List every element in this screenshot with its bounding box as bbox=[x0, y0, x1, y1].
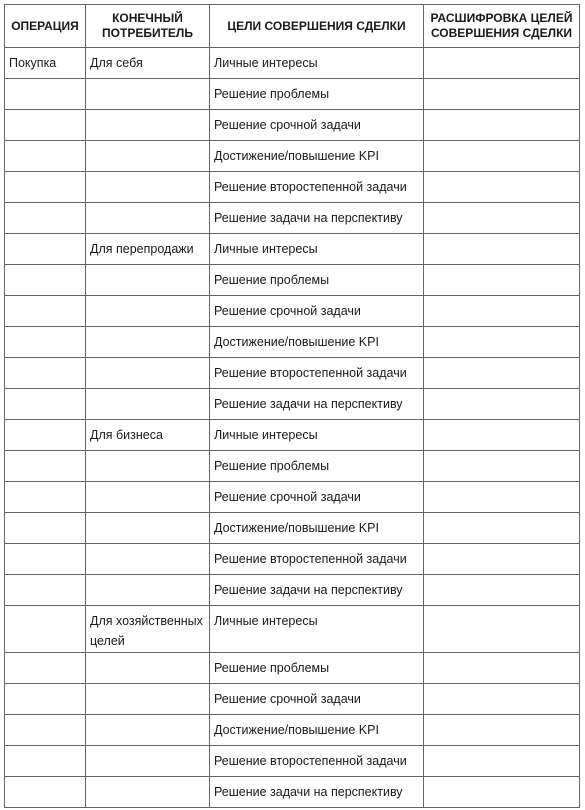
end-consumer-cell bbox=[86, 451, 210, 482]
end-consumer-cell bbox=[86, 358, 210, 389]
deal-goal-cell: Достижение/повышение KPI bbox=[210, 141, 424, 172]
goal-explanation-cell bbox=[424, 746, 580, 777]
end-consumer-cell: Для перепродажи bbox=[86, 234, 210, 265]
operation-cell bbox=[5, 684, 86, 715]
operation-cell bbox=[5, 141, 86, 172]
operation-cell bbox=[5, 172, 86, 203]
operation-cell bbox=[5, 265, 86, 296]
table-row bbox=[5, 265, 580, 296]
deal-goal-cell: Решение задачи на перспективу bbox=[210, 777, 424, 808]
end-consumer-cell bbox=[86, 141, 210, 172]
deal-goal-cell: Решение срочной задачи bbox=[210, 482, 424, 513]
goal-explanation-cell bbox=[424, 203, 580, 234]
goal-explanation-cell bbox=[424, 234, 580, 265]
deal-goal-cell: Достижение/повышение KPI bbox=[210, 513, 424, 544]
deal-goal-cell: Личные интересы bbox=[210, 606, 424, 653]
deal-goal-cell: Достижение/повышение KPI bbox=[210, 715, 424, 746]
deal-goal-cell: Решение второстепенной задачи bbox=[210, 544, 424, 575]
table-row bbox=[5, 203, 580, 234]
goal-explanation-cell bbox=[424, 389, 580, 420]
operation-cell bbox=[5, 575, 86, 606]
header-goals-explanation: РАСШИФРОВКА ЦЕЛЕЙ СОВЕРШЕНИЯ СДЕЛКИ bbox=[424, 5, 580, 48]
end-consumer-cell bbox=[86, 715, 210, 746]
table-row bbox=[5, 451, 580, 482]
deal-goal-cell: Личные интересы bbox=[210, 420, 424, 451]
table-body bbox=[5, 48, 580, 808]
deal-goal-cell: Решение проблемы bbox=[210, 451, 424, 482]
end-consumer-cell bbox=[86, 684, 210, 715]
goal-explanation-cell bbox=[424, 79, 580, 110]
end-consumer-cell: Для себя bbox=[86, 48, 210, 79]
header-deal-goals: ЦЕЛИ СОВЕРШЕНИЯ СДЕЛКИ bbox=[210, 5, 424, 48]
deal-goal-cell: Решение второстепенной задачи bbox=[210, 172, 424, 203]
deal-goal-cell: Решение проблемы bbox=[210, 265, 424, 296]
goal-explanation-cell bbox=[424, 420, 580, 451]
table-row bbox=[5, 234, 580, 265]
deal-goals-table bbox=[4, 4, 580, 808]
table-row bbox=[5, 420, 580, 451]
table-row bbox=[5, 79, 580, 110]
goal-explanation-cell bbox=[424, 172, 580, 203]
end-consumer-cell bbox=[86, 172, 210, 203]
table-row bbox=[5, 606, 580, 653]
end-consumer-cell bbox=[86, 203, 210, 234]
end-consumer-cell bbox=[86, 544, 210, 575]
operation-cell bbox=[5, 746, 86, 777]
goal-explanation-cell bbox=[424, 482, 580, 513]
goal-explanation-cell bbox=[424, 684, 580, 715]
end-consumer-cell bbox=[86, 296, 210, 327]
operation-cell bbox=[5, 544, 86, 575]
deal-goal-cell: Решение второстепенной задачи bbox=[210, 358, 424, 389]
table-row bbox=[5, 544, 580, 575]
operation-cell bbox=[5, 513, 86, 544]
end-consumer-cell bbox=[86, 265, 210, 296]
goal-explanation-cell bbox=[424, 110, 580, 141]
table-row bbox=[5, 172, 580, 203]
deal-goal-cell: Решение проблемы bbox=[210, 79, 424, 110]
operation-cell bbox=[5, 389, 86, 420]
deal-goal-cell: Решение задачи на перспективу bbox=[210, 203, 424, 234]
end-consumer-cell bbox=[86, 513, 210, 544]
operation-cell bbox=[5, 482, 86, 513]
goal-explanation-cell bbox=[424, 296, 580, 327]
table-row bbox=[5, 389, 580, 420]
goal-explanation-cell bbox=[424, 575, 580, 606]
end-consumer-cell bbox=[86, 575, 210, 606]
deal-goal-cell: Решение проблемы bbox=[210, 653, 424, 684]
deal-goal-cell: Решение срочной задачи bbox=[210, 296, 424, 327]
operation-cell bbox=[5, 606, 86, 653]
header-end-consumer: КОНЕЧНЫЙ ПОТРЕБИТЕЛЬ bbox=[86, 5, 210, 48]
goal-explanation-cell bbox=[424, 265, 580, 296]
table-row bbox=[5, 482, 580, 513]
end-consumer-cell bbox=[86, 746, 210, 777]
end-consumer-cell bbox=[86, 482, 210, 513]
table-row bbox=[5, 327, 580, 358]
goal-explanation-cell bbox=[424, 358, 580, 389]
goal-explanation-cell bbox=[424, 777, 580, 808]
header-row bbox=[5, 5, 580, 48]
operation-cell bbox=[5, 451, 86, 482]
goal-explanation-cell bbox=[424, 715, 580, 746]
table-row bbox=[5, 777, 580, 808]
operation-cell bbox=[5, 234, 86, 265]
operation-cell bbox=[5, 327, 86, 358]
table-row bbox=[5, 296, 580, 327]
operation-cell bbox=[5, 358, 86, 389]
deal-goal-cell: Решение задачи на перспективу bbox=[210, 575, 424, 606]
operation-cell bbox=[5, 715, 86, 746]
operation-cell bbox=[5, 110, 86, 141]
goal-explanation-cell bbox=[424, 606, 580, 653]
operation-cell bbox=[5, 420, 86, 451]
deal-goal-cell: Решение срочной задачи bbox=[210, 110, 424, 141]
table-row bbox=[5, 653, 580, 684]
table-row bbox=[5, 715, 580, 746]
header-operation: ОПЕРАЦИЯ bbox=[5, 5, 86, 48]
deal-goal-cell: Решение второстепенной задачи bbox=[210, 746, 424, 777]
end-consumer-cell bbox=[86, 79, 210, 110]
table-row bbox=[5, 746, 580, 777]
deal-goal-cell: Решение задачи на перспективу bbox=[210, 389, 424, 420]
end-consumer-cell: Для бизнеса bbox=[86, 420, 210, 451]
deal-goal-cell: Достижение/повышение KPI bbox=[210, 327, 424, 358]
end-consumer-cell bbox=[86, 327, 210, 358]
operation-cell bbox=[5, 777, 86, 808]
end-consumer-cell: Для хозяйственных целей bbox=[86, 606, 210, 653]
table-header bbox=[5, 5, 580, 48]
goal-explanation-cell bbox=[424, 653, 580, 684]
table-row bbox=[5, 110, 580, 141]
operation-cell bbox=[5, 203, 86, 234]
goal-explanation-cell bbox=[424, 544, 580, 575]
table-row bbox=[5, 575, 580, 606]
end-consumer-cell bbox=[86, 777, 210, 808]
goal-explanation-cell bbox=[424, 327, 580, 358]
table-row bbox=[5, 513, 580, 544]
table-row bbox=[5, 141, 580, 172]
operation-cell bbox=[5, 296, 86, 327]
end-consumer-cell bbox=[86, 653, 210, 684]
table-row bbox=[5, 684, 580, 715]
deal-goal-cell: Решение срочной задачи bbox=[210, 684, 424, 715]
deal-goal-cell: Личные интересы bbox=[210, 48, 424, 79]
end-consumer-cell bbox=[86, 389, 210, 420]
goal-explanation-cell bbox=[424, 141, 580, 172]
table-row bbox=[5, 48, 580, 79]
table-row bbox=[5, 358, 580, 389]
end-consumer-cell bbox=[86, 110, 210, 141]
goal-explanation-cell bbox=[424, 451, 580, 482]
operation-cell: Покупка bbox=[5, 48, 86, 79]
goal-explanation-cell bbox=[424, 48, 580, 79]
deal-goal-cell: Личные интересы bbox=[210, 234, 424, 265]
goal-explanation-cell bbox=[424, 513, 580, 544]
operation-cell bbox=[5, 653, 86, 684]
operation-cell bbox=[5, 79, 86, 110]
